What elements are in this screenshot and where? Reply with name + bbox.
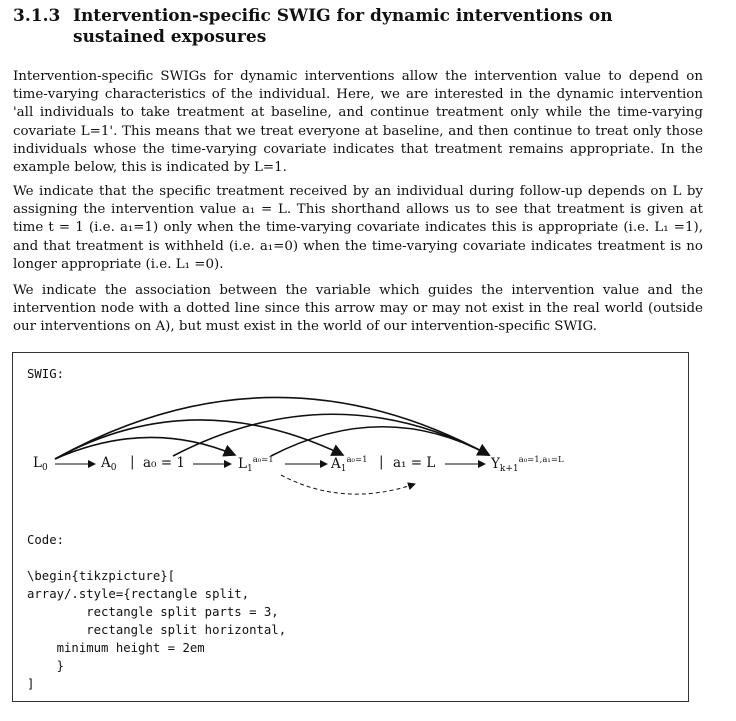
paragraph-2: We indicate that the specific treatment received by an individual during follow-up depends on L by assigning the intervention value a₁ = L. This shorthand allows us to see that treatment is given at time t = 1 (i.e. a₁=1) only when the time-varying covariate indicates this is appropriate (i.e. L₁ =1), and that treatment is withheld (i.e. a₁=0) when the time-varying covariate indicates treatment is no longer appropriate (i.e. L₁ =0). [13, 184, 703, 272]
code-label: Code: [27, 533, 65, 547]
example-box [12, 352, 689, 702]
code-line-2: rectangle split parts = 3, [27, 605, 279, 619]
swig-diagram [13, 353, 690, 533]
arrow-L1-a1-dashed [281, 475, 415, 494]
node-separator-1: | [379, 454, 384, 470]
node-a0-value: a₀ = 1 [143, 455, 185, 471]
code-line-4: minimum height = 2em [27, 641, 205, 655]
arrow-L0-A1-curve [55, 420, 343, 459]
swig-label: SWIG: [27, 367, 65, 381]
code-line-0: \begin{tikzpicture}[ [27, 569, 176, 583]
node-L1: $L_1^{a_0=1}$ [238, 455, 274, 474]
node-L0: $L_0$ [33, 455, 48, 473]
section-number: 3.1.3 [13, 6, 61, 26]
paragraph-1: Intervention-specific SWIGs for dynamic interventions allow the intervention value to depend on time-varying characteristics of the individual. Here, we are interested in the dynamic intervention 'all individuals to take treatment at baseline, and continue treatment only while the time-varying covariate L=1'. This means that we treat everyone at baseline, and then continue to treat only those individuals whose the time-varying covariate indicates that treatment remains appropriate. In the example below, this is indicated by L=1. [13, 69, 703, 176]
code-line-5: } [27, 659, 65, 673]
node-Y: $Y_{k+1}^{a_0=1,a_1=L}$ [491, 455, 564, 474]
section-title: Intervention-specific SWIG for dynamic interventions on sustained exposures [73, 6, 613, 47]
node-a1-value: a₁ = L [393, 455, 436, 471]
node-A0: $A_0$ [101, 455, 117, 473]
node-separator-0: | [130, 454, 135, 470]
paragraph-3: We indicate the association between the variable which guides the intervention value and the intervention node with a dotted line since this arrow may or may not exist in the real world (outside our interventions on A), but must exist in the world of our intervention-specific SWIG. [13, 283, 703, 335]
code-line-6: ] [27, 677, 35, 691]
node-A1: $A_1^{a_0=1}$ [331, 455, 368, 474]
code-line-1: array/.style={rectangle split, [27, 587, 250, 601]
code-line-3: rectangle split horizontal, [27, 623, 287, 637]
arrow-L1-Y-curve [271, 427, 489, 456]
